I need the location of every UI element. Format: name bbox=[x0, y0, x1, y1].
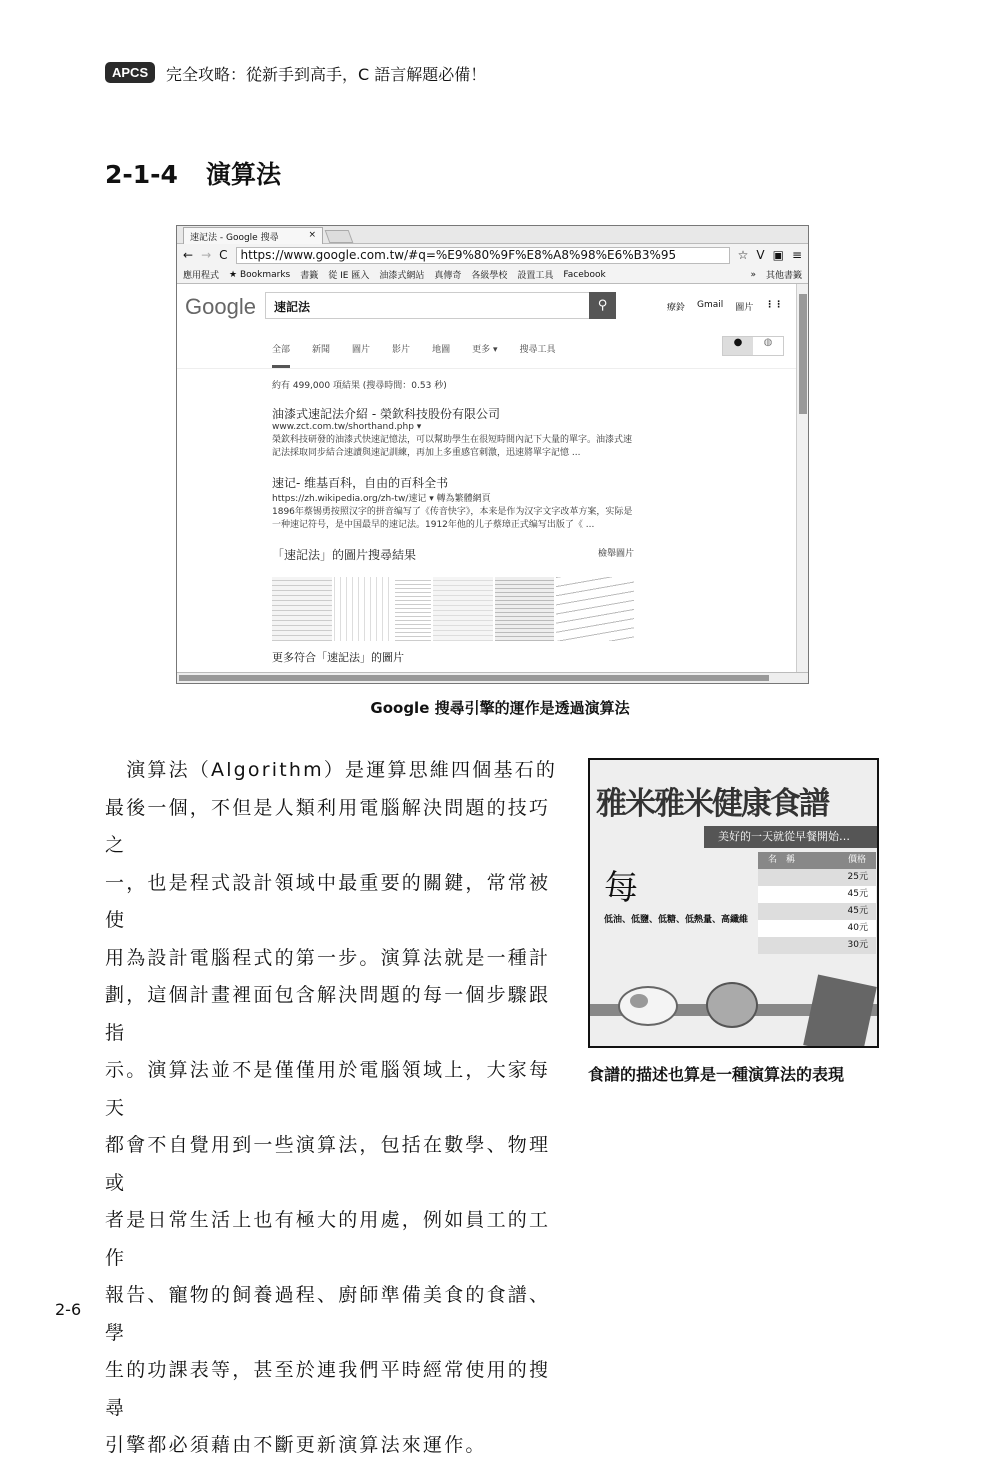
gmail-link[interactable]: Gmail bbox=[697, 300, 724, 310]
onenote-icon[interactable]: ▣ bbox=[772, 248, 784, 262]
bookmark-item[interactable]: 油漆式網站 bbox=[379, 271, 425, 281]
result-snippet: 1896年蔡锡勇按照汉字的拼音编写了《传音快字》，本来是作为汉字文字改革方案，实际是一种速记符号，是中国最早的速记法。1912年他的儿子蔡璋正式编写出版了《 ... bbox=[272, 507, 633, 530]
body-line: 示。演算法並不是僅僅用於電腦領域上，大家每天 bbox=[105, 1059, 551, 1119]
apps-icon[interactable]: ⋮⋮ bbox=[765, 300, 784, 310]
result-title[interactable]: 速记- 维基百科，自由的百科全书 bbox=[272, 476, 449, 490]
recipe-table-header: 名 稱 bbox=[768, 855, 796, 865]
bookmark-item[interactable]: ★ Bookmarks bbox=[229, 269, 291, 280]
menu-icon[interactable]: ≡ bbox=[791, 248, 802, 262]
bookmark-item[interactable]: 其他書籤 bbox=[765, 271, 802, 281]
body-line: 演算法（Algorithm）是運算思維四個基石的 bbox=[105, 759, 558, 781]
address-bar-row bbox=[177, 244, 808, 266]
more-images-link[interactable]: 更多符合「速記法」的圖片 bbox=[272, 651, 404, 664]
recipe-price: 40元 bbox=[758, 920, 876, 937]
food-illustration bbox=[590, 974, 879, 1048]
image-thumbnail[interactable] bbox=[433, 577, 493, 641]
body-line: 用為設計電腦程式的第一步。演算法就是一種計 bbox=[105, 946, 551, 969]
body-line: 都會不自覺用到一些演算法，包括在數學、物理或 bbox=[105, 1134, 551, 1194]
search-tabs bbox=[272, 342, 555, 368]
body-line: 劃，這個計畫裡面包含解決問題的每一個步驟跟指 bbox=[105, 984, 551, 1044]
image-thumbnail[interactable] bbox=[395, 577, 431, 641]
image-results-title[interactable]: 「速記法」的圖片搜尋結果 bbox=[272, 548, 417, 562]
google-logo[interactable]: Google bbox=[185, 294, 256, 319]
forward-icon[interactable]: → bbox=[201, 248, 212, 262]
figure-caption: Google 搜尋引擎的運作是透過演算法 bbox=[370, 699, 630, 717]
recipe-price: 45元 bbox=[758, 903, 876, 920]
reload-icon[interactable]: C bbox=[219, 248, 228, 262]
recipe-price-table bbox=[758, 852, 876, 954]
new-tab-button[interactable] bbox=[325, 230, 354, 243]
bookmark-item[interactable]: 真傳奇 bbox=[434, 271, 462, 281]
image-thumbnail[interactable] bbox=[272, 577, 332, 641]
globe-icon[interactable]: ◍ bbox=[763, 337, 773, 348]
book-title: 完全攻略：從新手到高手，C 語言解題必備！ bbox=[166, 65, 487, 84]
section-number: 2-1-4 bbox=[105, 160, 178, 189]
horizontal-scrollbar[interactable] bbox=[177, 672, 808, 683]
search-result bbox=[272, 474, 637, 530]
recipe-price: 25元 bbox=[758, 869, 876, 886]
bookmarks-bar bbox=[177, 266, 808, 284]
recipe-table-header: 價格 bbox=[847, 855, 866, 865]
image-thumbnail[interactable] bbox=[495, 577, 555, 641]
result-snippet: 榮欽科技研發的油漆式快速記憶法，可以幫助學生在很短時間內記下大量的單字。油漆式速記法採取同步結合速讀與速記訓練，再加上多重感官刺激，迅速將單字記憶 ... bbox=[272, 435, 633, 458]
vertical-scrollbar[interactable] bbox=[796, 284, 808, 673]
tab-title: 速記法 - Google 搜尋 bbox=[190, 233, 279, 243]
body-line: 生的功課表等，甚至於連我們平時經常使用的搜尋 bbox=[105, 1359, 551, 1419]
recipe-banner: 美好的一天就從早餐開始… bbox=[704, 826, 879, 848]
report-images-link[interactable]: 檢舉圖片 bbox=[597, 549, 634, 559]
browser-tab[interactable] bbox=[183, 227, 323, 244]
browser-screenshot bbox=[176, 225, 809, 684]
result-url[interactable]: www.zct.com.tw/shorthand.php ▾ bbox=[272, 422, 422, 432]
page-number: 2-6 bbox=[55, 1300, 82, 1319]
page-content bbox=[177, 284, 808, 673]
tab-more[interactable]: 更多 ▾ bbox=[472, 345, 498, 355]
url-input[interactable]: https://www.google.com.tw/#q=%E9%80%9F%E8%A8%98%E6%B3%95 bbox=[236, 247, 730, 264]
bookmark-item[interactable]: Facebook bbox=[563, 269, 606, 280]
body-paragraph bbox=[105, 752, 565, 1465]
bookmark-item[interactable]: 從 IE 匯入 bbox=[328, 271, 370, 281]
back-icon[interactable]: ← bbox=[183, 248, 194, 262]
header-link[interactable]: 療鈴 bbox=[667, 303, 686, 313]
star-icon[interactable]: ☆ bbox=[737, 248, 749, 262]
series-badge: APCS bbox=[105, 62, 155, 83]
recipe-image bbox=[588, 758, 879, 1048]
bookmarks-overflow[interactable]: » bbox=[750, 269, 756, 280]
recipe-big-char-icon: 每 bbox=[604, 868, 638, 908]
bookmark-item[interactable]: 應用程式 bbox=[183, 271, 220, 281]
tab-all[interactable]: 全部 bbox=[272, 342, 290, 368]
result-title[interactable]: 油漆式速記法介紹 - 榮欽科技股份有限公司 bbox=[272, 407, 500, 421]
extension-icon[interactable]: V bbox=[756, 248, 765, 262]
tab-search-tools[interactable]: 搜尋工具 bbox=[519, 345, 556, 355]
images-link[interactable]: 圖片 bbox=[735, 303, 754, 313]
result-url[interactable]: https://zh.wikipedia.org/zh-tw/速记 ▾ 轉為繁體網頁 bbox=[272, 494, 491, 504]
close-icon[interactable]: × bbox=[308, 230, 316, 240]
tab-videos[interactable]: 影片 bbox=[392, 345, 411, 355]
image-thumbnail[interactable] bbox=[334, 577, 394, 641]
tab-news[interactable]: 新聞 bbox=[312, 345, 331, 355]
body-line: 最後一個，不但是人類利用電腦解決問題的技巧之 bbox=[105, 796, 551, 856]
section-heading bbox=[105, 155, 309, 191]
result-stats: 約有 499,000 項結果 (搜尋時間：0.53 秒) bbox=[272, 381, 447, 391]
recipe-price: 45元 bbox=[758, 886, 876, 903]
bookmark-item[interactable]: 各級學校 bbox=[471, 271, 508, 281]
body-line: 一，也是程式設計領域中最重要的關鍵，常常被使 bbox=[105, 871, 551, 931]
search-input[interactable]: 速記法 bbox=[265, 292, 602, 319]
personal-results-icon[interactable]: ● bbox=[723, 337, 753, 355]
recipe-title: 雅米雅米健康食譜 bbox=[596, 786, 828, 822]
recipe-caption: 食譜的描述也算是一種演算法的表現 bbox=[588, 1065, 845, 1084]
tab-images[interactable]: 圖片 bbox=[352, 345, 371, 355]
body-line: 者是日常生活上也有極大的用處，例如員工的工作 bbox=[105, 1209, 551, 1269]
recipe-price: 30元 bbox=[758, 937, 876, 954]
body-line: 引擎都必須藉由不斷更新演算法來運作。 bbox=[105, 1434, 487, 1456]
recipe-tagline: 低油、低鹽、低糖、低熱量、高纖維 bbox=[604, 915, 749, 925]
bookmark-item[interactable]: 設置工具 bbox=[517, 271, 554, 281]
bookmark-item[interactable]: 書籤 bbox=[300, 271, 319, 281]
section-title: 演算法 bbox=[205, 160, 281, 189]
search-result bbox=[272, 405, 637, 458]
tab-maps[interactable]: 地圖 bbox=[432, 345, 451, 355]
image-thumbnail[interactable] bbox=[556, 577, 634, 641]
tab-bar bbox=[177, 226, 808, 244]
body-line: 報告、寵物的飼養過程、廚師準備美食的食譜、學 bbox=[105, 1284, 551, 1344]
search-button[interactable]: ⚲ bbox=[589, 292, 616, 319]
